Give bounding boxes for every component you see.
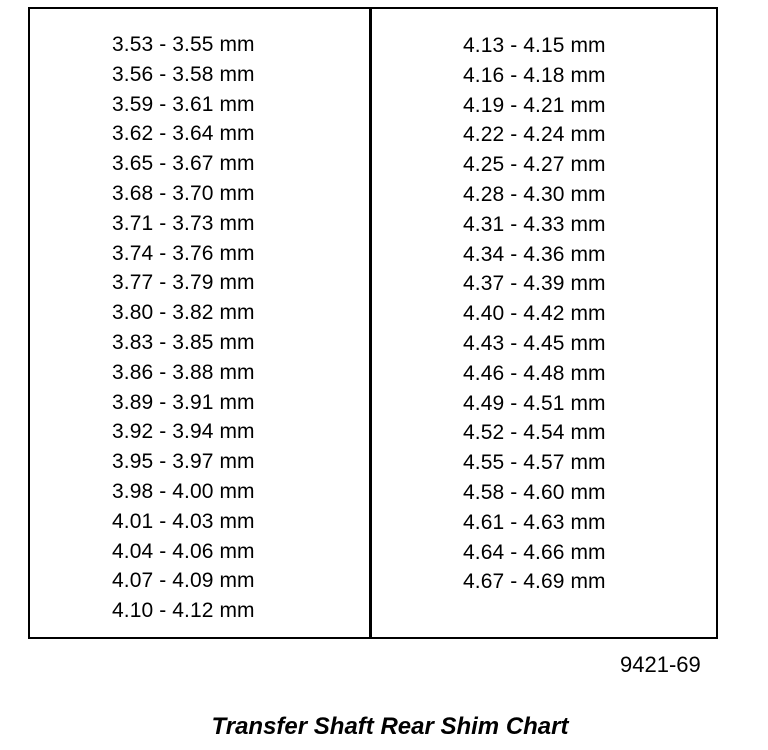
shim-size-item: 4.61 - 4.63 mm bbox=[463, 510, 606, 534]
left-column bbox=[30, 9, 372, 637]
shim-size-item: 4.16 - 4.18 mm bbox=[463, 63, 606, 87]
shim-size-item: 3.74 - 3.76 mm bbox=[112, 241, 255, 265]
shim-size-item: 3.53 - 3.55 mm bbox=[112, 33, 255, 56]
shim-size-item: 3.86 - 3.88 mm bbox=[112, 360, 255, 384]
shim-size-item: 4.34 - 4.36 mm bbox=[463, 242, 606, 266]
shim-size-item: 4.25 - 4.27 mm bbox=[463, 153, 606, 177]
shim-size-item: 3.68 - 3.70 mm bbox=[112, 181, 255, 205]
shim-size-item: 4.07 - 4.09 mm bbox=[112, 569, 255, 593]
shim-size-item: 3.77 - 3.79 mm bbox=[112, 271, 255, 295]
shim-size-item: 4.31 - 4.33 mm bbox=[463, 212, 606, 236]
shim-size-item: 3.89 - 3.91 mm bbox=[112, 390, 255, 414]
shim-size-item: 4.43 - 4.45 mm bbox=[463, 331, 606, 355]
shim-size-item: 3.80 - 3.82 mm bbox=[112, 301, 255, 325]
shim-size-item: 4.37 - 4.39 mm bbox=[463, 272, 606, 296]
left-shim-list bbox=[112, 30, 255, 626]
shim-size-item: 4.49 - 4.51 mm bbox=[463, 391, 606, 415]
figure-caption: Transfer Shaft Rear Shim Chart bbox=[211, 713, 569, 740]
shim-size-item: 4.55 - 4.57 mm bbox=[463, 451, 606, 475]
shim-size-item: 4.58 - 4.60 mm bbox=[463, 480, 606, 504]
shim-size-item: 3.95 - 3.97 mm bbox=[112, 450, 255, 474]
shim-size-item: 4.22 - 4.24 mm bbox=[463, 123, 606, 147]
shim-size-item: 3.71 - 3.73 mm bbox=[112, 211, 255, 235]
shim-size-item: 3.92 - 3.94 mm bbox=[112, 420, 255, 444]
shim-size-item: 3.62 - 3.64 mm bbox=[112, 122, 255, 146]
shim-size-item: 3.59 - 3.61 mm bbox=[112, 92, 255, 116]
shim-chart-table bbox=[28, 7, 718, 639]
shim-size-item: 3.98 - 4.00 mm bbox=[112, 479, 255, 503]
shim-size-item: 4.13 - 4.15 mm bbox=[463, 34, 606, 57]
shim-size-item: 4.67 - 4.69 mm bbox=[463, 570, 606, 594]
figure-reference-number: 9421-69 bbox=[620, 652, 701, 677]
shim-size-item: 4.28 - 4.30 mm bbox=[463, 182, 606, 206]
right-shim-list bbox=[463, 31, 606, 597]
shim-size-item: 4.10 - 4.12 mm bbox=[112, 599, 255, 623]
shim-size-item: 3.65 - 3.67 mm bbox=[112, 152, 255, 176]
shim-size-item: 4.19 - 4.21 mm bbox=[463, 93, 606, 117]
right-column bbox=[372, 9, 716, 637]
shim-size-item: 3.56 - 3.58 mm bbox=[112, 62, 255, 86]
shim-size-item: 4.46 - 4.48 mm bbox=[463, 361, 606, 385]
shim-size-item: 3.83 - 3.85 mm bbox=[112, 330, 255, 354]
shim-size-item: 4.40 - 4.42 mm bbox=[463, 302, 606, 326]
shim-size-item: 4.52 - 4.54 mm bbox=[463, 421, 606, 445]
shim-size-item: 4.04 - 4.06 mm bbox=[112, 539, 255, 563]
shim-size-item: 4.01 - 4.03 mm bbox=[112, 509, 255, 533]
shim-size-item: 4.64 - 4.66 mm bbox=[463, 540, 606, 564]
